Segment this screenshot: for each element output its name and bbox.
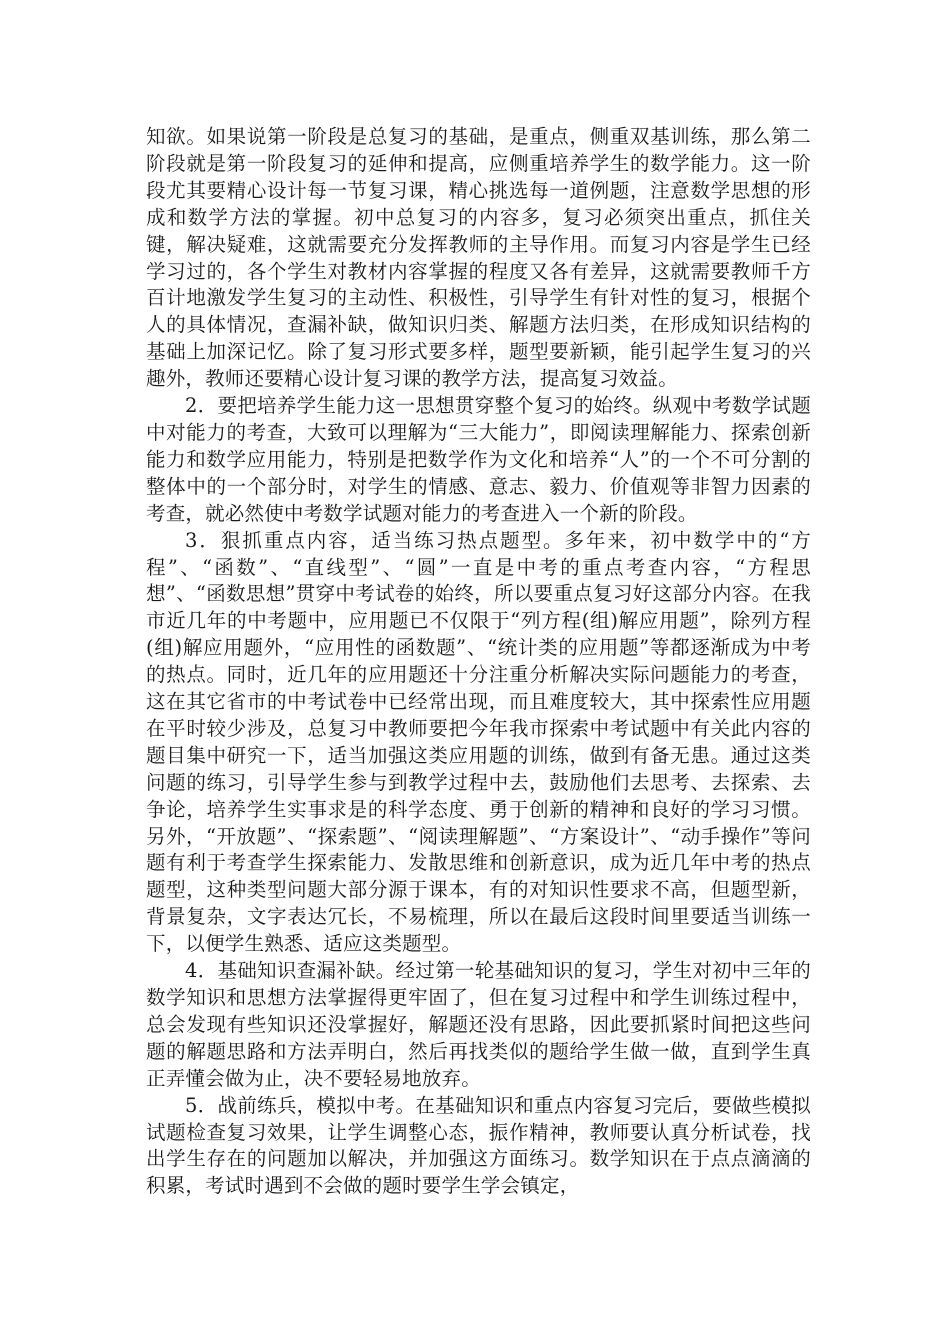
paragraph-5: 5．战前练兵，模拟中考。在基础知识和重点内容复习完后，要做些模拟试题检查复习效果，让学生调整心态，振作精神，教师要认真分析试卷，找出学生存在的问题加以解决，并加强这方面练习。数学知识在于点点滴滴的积累，考试时遇到不会做的题时要学生学会镇定， [146,1093,811,1198]
paragraph-continuation: 知欲。如果说第一阶段是总复习的基础，是重点，侧重双基训练，那么第二阶段就是第一阶段复习的延伸和提高，应侧重培养学生的数学能力。这一阶段尤其要精心设计每一节复习课，精心挑选每一道例题，注意数学思想的形成和数学方法的掌握。初中总复习的内容多，复习必须突出重点，抓住关键，解决疑难，这就需要充分发挥教师的主导作用。而复习内容是学生已经学习过的，各个学生对教材内容掌握的程度又各有差异，这就需要教师千方百计地激发学生复习的主动性、积极性，引导学生有针对性的复习，根据个人的具体情况，查漏补缺，做知识归类、解题方法归类，在形成知识结构的基础上加深记忆。除了复习形式要多样，题型要新颖，能引起学生复习的兴趣外，教师还要精心设计复习课的教学方法，提高复习效益。 [146,125,811,391]
paragraph-4: 4．基础知识查漏补缺。经过第一轮基础知识的复习，学生对初中三年的数学知识和思想方法掌握得更牢固了，但在复习过程中和学生训练过程中，总会发现有些知识还没掌握好，解题还没有思路，因此要抓紧时间把这些问题的解题思路和方法弄明白，然后再找类似的题给学生做一做，直到学生真正弄懂会做为止，决不要轻易地放弃。 [146,959,811,1090]
document-body [146,124,811,1200]
paragraph-3: 3．狠抓重点内容，适当练习热点题型。多年来，初中数学中的“方程”、“函数”、“直线型”、“圆”一直是中考的重点考查内容，“方程思想”、“函数思想”贯穿中考试卷的始终，所以要重点复习好这部分内容。在我市近几年的中考题中，应用题已不仅限于“列方程(组)解应用题”，除列方程(组)解应用题外，“应用性的函数题”、“统计类的应用题”等都逐渐成为中考的热点。同时，近几年的应用题还十分注重分析解决实际问题能力的考查，这在其它省市的中考试卷中已经常出现，而且难度较大，其中探索性应用题在平时较少涉及，总复习中教师要把今年我市探索中考试题中有关此内容的题目集中研究一下，适当加强这类应用题的训练，做到有备无患。通过这类问题的练习，引导学生参与到教学过程中去，鼓励他们去思考、去探索、去争论，培养学生实事求是的科学态度、勇于创新的精神和良好的学习习惯。另外，“开放题”、“探索题”、“阅读理解题”、“方案设计”、“动手操作”等问题有利于考查学生探索能力、发散思维和创新意识，成为近几年中考的热点题型，这种类型问题大部分源于课本，有的对知识性要求不高，但题型新，背景复杂，文字表达冗长，不易梳理，所以在最后这段时间里要适当训练一下，以便学生熟悉、适应这类题型。 [146,528,811,956]
paragraph-2: 2．要把培养学生能力这一思想贯穿整个复习的始终。纵观中考数学试题中对能力的考查，大致可以理解为“三大能力”，即阅读理解能力、探索创新能力和数学应用能力，特别是把数学作为文化和培养“人”的一个不可分割的整体中的一个部分时，对学生的情感、意志、毅力、价值观等非智力因素的考查，就必然使中考数学试题对能力的考查进入一个新的阶段。 [146,394,811,525]
